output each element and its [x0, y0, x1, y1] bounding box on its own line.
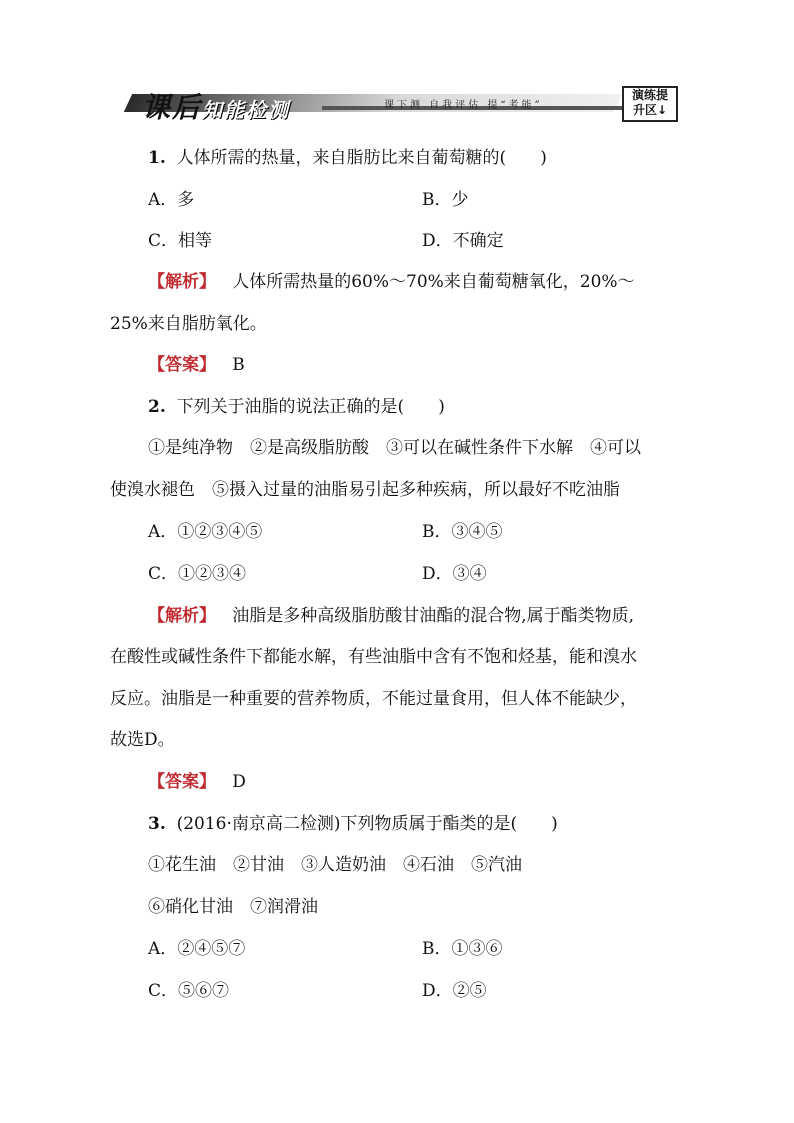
q2-explanation-tag: 【解析】 — [148, 606, 216, 626]
q2-answer-tag: 【答案】 — [148, 772, 216, 792]
q1-answer-value: B — [232, 355, 245, 375]
q1-option-c: C．相等 — [148, 231, 213, 251]
q2-answer-value: D — [232, 772, 246, 792]
q2-statement-line2: 使溴水褪色 ⑤摄入过量的油脂易引起多种疾病，所以最好不吃油脂 — [110, 480, 620, 500]
q1-answer-tag: 【答案】 — [148, 355, 216, 375]
q1-explanation-line1 — [148, 270, 635, 294]
q1-stem-text: 人体所需的热量，来自脂肪比来自葡萄糖的( ) — [176, 148, 547, 168]
q2-stem-text: 下列关于油脂的说法正确的是( ) — [176, 397, 445, 417]
q2-number: 2. — [148, 397, 166, 417]
q2-option-b: B．③④⑤ — [422, 522, 503, 542]
q2-explanation-text1: 油脂是多种高级脂肪酸甘油酯的混合物,属于酯类物质, — [232, 606, 635, 626]
header-title-char2: 后 — [172, 91, 203, 124]
q1-answer — [148, 353, 245, 377]
q2-explanation-line1 — [148, 604, 634, 628]
q3-option-d: D．②⑤ — [422, 981, 487, 1001]
header-title — [142, 86, 290, 126]
q2-stem — [148, 395, 445, 419]
q2-explanation-line4: 故选D。 — [110, 730, 175, 750]
q2-explanation-line2: 在酸性或碱性条件下都能水解，有些油脂中含有不饱和烃基，能和溴水 — [110, 647, 637, 667]
arrow-down-icon: ↓ — [656, 103, 668, 117]
q3-option-a: A．②④⑤⑦ — [148, 939, 246, 959]
q1-option-d: D．不确定 — [422, 231, 504, 251]
q2-option-d: D．③④ — [422, 564, 487, 584]
header-title-rest: 知能检测 — [202, 98, 291, 122]
q1-number: 1. — [148, 148, 166, 168]
header-title-char1: 课 — [142, 91, 173, 124]
badge-line1: 演练提 — [631, 88, 668, 102]
q1-explanation-tag: 【解析】 — [148, 272, 216, 292]
q3-items-line2: ⑥硝化甘油 ⑦润滑油 — [148, 897, 318, 917]
q1-explanation-line2: 25%来自脂肪氧化。 — [110, 314, 267, 334]
q1-stem — [148, 146, 547, 170]
q3-items-line1: ①花生油 ②甘油 ③人造奶油 ④石油 ⑤汽油 — [148, 855, 522, 875]
q3-number: 3. — [148, 814, 166, 834]
q3-stem-text: (2016·南京高二检测)下列物质属于酯类的是( ) — [176, 814, 558, 834]
q1-option-a: A．多 — [148, 190, 195, 210]
q2-statement-line1: ①是纯净物 ②是高级脂肪酸 ③可以在碱性条件下水解 ④可以 — [148, 438, 641, 458]
section-header — [122, 86, 678, 124]
q2-explanation-line3: 反应。油脂是一种重要的营养物质，不能过量食用，但人体不能缺少， — [110, 689, 637, 709]
header-subtitle: 课下测 自我评估 提“考能” — [384, 100, 543, 111]
q2-answer — [148, 770, 246, 794]
header-badge[interactable] — [622, 86, 678, 122]
q3-stem — [148, 812, 558, 836]
q2-option-c: C．①②③④ — [148, 564, 247, 584]
q2-option-a: A．①②③④⑤ — [148, 522, 263, 542]
q1-explanation-text1: 人体所需热量的60%～70%来自葡萄糖氧化，20%～ — [232, 272, 635, 292]
badge-line2: 升区 — [632, 103, 657, 117]
q3-option-b: B．①③⑥ — [422, 939, 503, 959]
q1-option-b: B．少 — [422, 190, 469, 210]
q3-option-c: C．⑤⑥⑦ — [148, 981, 230, 1001]
